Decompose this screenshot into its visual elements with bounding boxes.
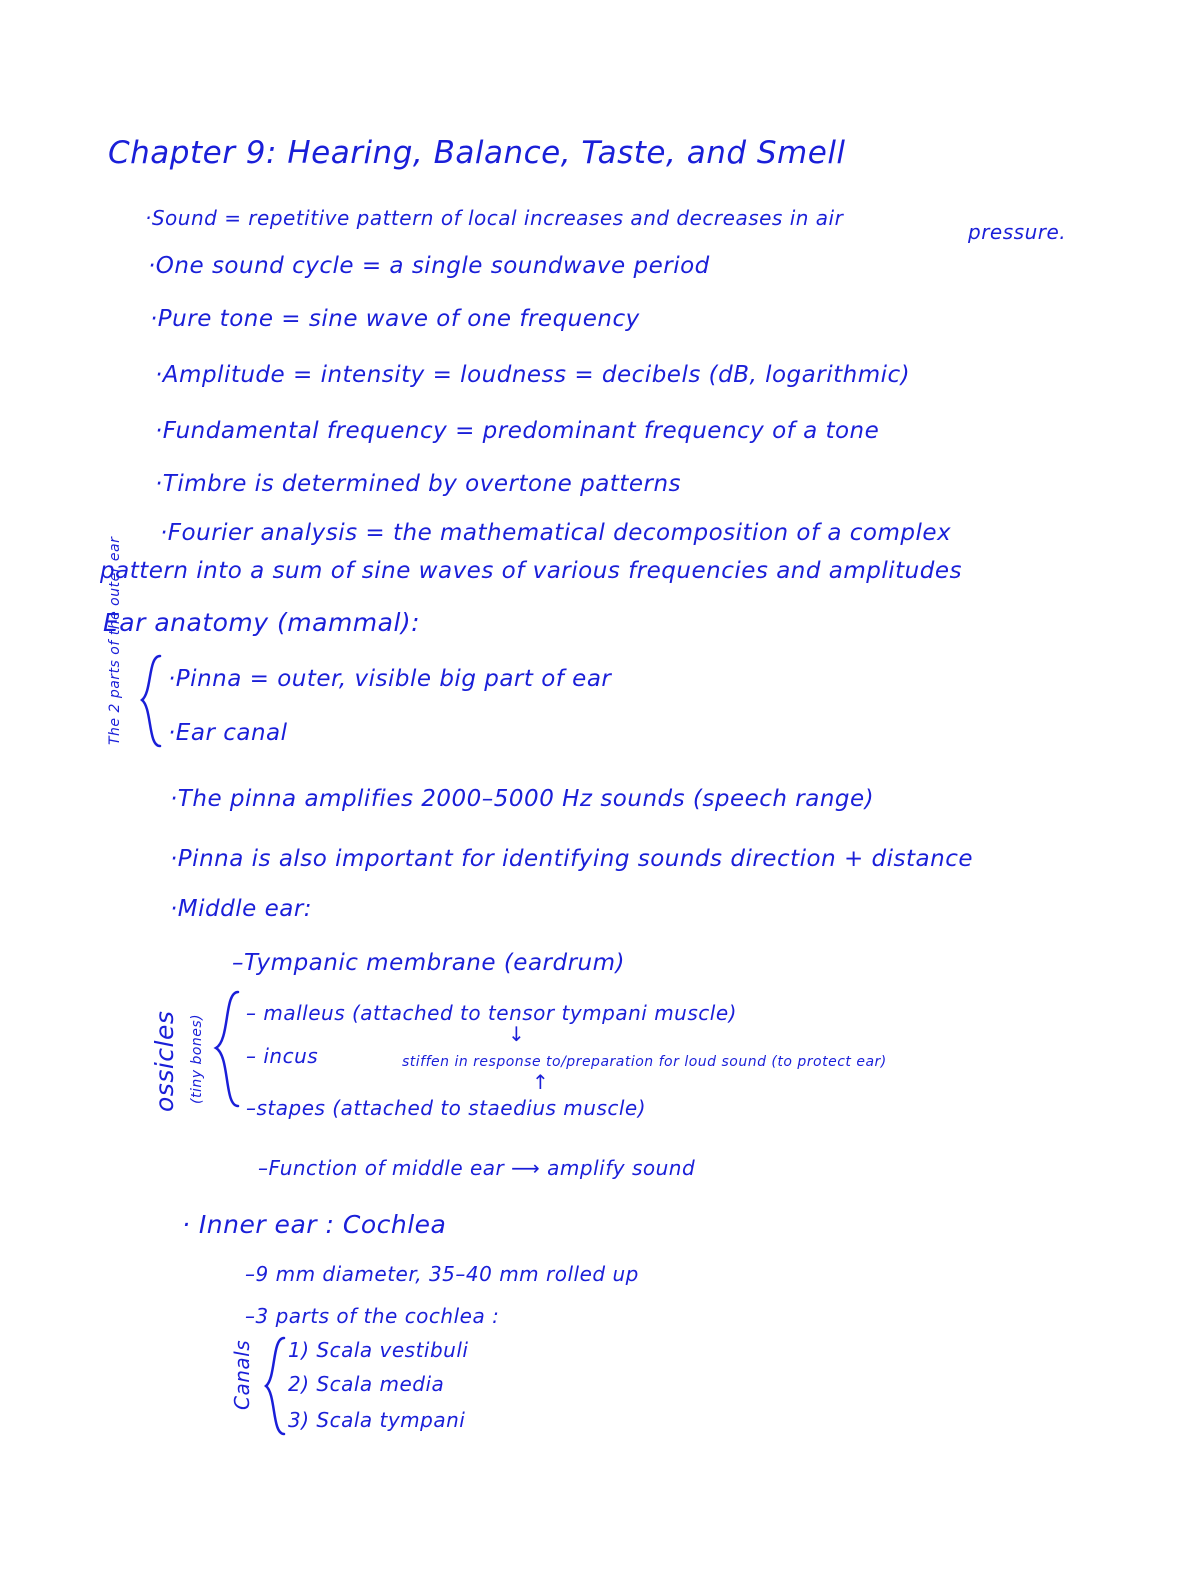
ossicle-incus: – incus bbox=[246, 1044, 319, 1068]
note-timbre: ·Timbre is determined by overtone patterns bbox=[155, 471, 682, 497]
page-title: Chapter 9: Hearing, Balance, Taste, and Smell bbox=[108, 135, 846, 171]
arrow-up: ↑ bbox=[532, 1070, 550, 1094]
ossicles-label: ossicles bbox=[150, 1010, 179, 1112]
cochlea-part-2: 2) Scala media bbox=[288, 1372, 445, 1396]
ossicles-brace bbox=[212, 988, 246, 1112]
note-pure-tone: ·Pure tone = sine wave of one frequency bbox=[150, 306, 640, 332]
cochlea-part-3: 3) Scala tympani bbox=[288, 1408, 466, 1432]
inner-ear-heading: · Inner ear : Cochlea bbox=[182, 1210, 447, 1239]
arrow-down: ↓ bbox=[508, 1022, 526, 1046]
cochlea-part-1: 1) Scala vestibuli bbox=[288, 1338, 469, 1362]
outer-ear-brace bbox=[138, 652, 168, 752]
tiny-bones-label: (tiny bones) bbox=[189, 1013, 205, 1104]
middle-ear-function: –Function of middle ear ⟶ amplify sound bbox=[258, 1156, 696, 1180]
note-fourier-line2: pattern into a sum of sine waves of various frequencies and amplitudes bbox=[100, 558, 962, 584]
canals-brace bbox=[262, 1334, 290, 1438]
note-fourier-line1: ·Fourier analysis = the mathematical decomposition of a complex bbox=[160, 520, 952, 546]
note-sound-end: pressure. bbox=[968, 220, 1067, 244]
middle-ear-heading: ·Middle ear: bbox=[170, 896, 313, 922]
canals-label: Canals bbox=[230, 1339, 254, 1410]
ossicle-malleus: – malleus (attached to tensor tympani muscle) bbox=[246, 1001, 737, 1025]
note-sound-cycle: ·One sound cycle = a single soundwave period bbox=[148, 253, 710, 279]
note-pinna-amplifies: ·The pinna amplifies 2000–5000 Hz sounds (speech range) bbox=[170, 786, 875, 812]
note-sound: ·Sound = repetitive pattern of local increases and decreases in air bbox=[145, 206, 844, 230]
ear-anatomy-heading: Ear anatomy (mammal): bbox=[103, 608, 421, 637]
cochlea-size: –9 mm diameter, 35–40 mm rolled up bbox=[245, 1262, 639, 1286]
middle-ear-tympanic: –Tympanic membrane (eardrum) bbox=[232, 950, 626, 976]
ossicle-stapes: –stapes (attached to staedius muscle) bbox=[246, 1096, 647, 1120]
outer-ear-margin-label: The 2 parts of the outer ear bbox=[107, 536, 123, 745]
stiffen-note: stiffen in response to/preparation for loud sound (to protect ear) bbox=[402, 1054, 887, 1070]
note-pinna-direction: ·Pinna is also important for identifying sounds direction + distance bbox=[170, 846, 974, 872]
note-fundamental: ·Fundamental frequency = predominant frequency of a tone bbox=[155, 418, 880, 444]
outer-ear-canal: ·Ear canal bbox=[168, 720, 288, 746]
outer-ear-pinna: ·Pinna = outer, visible big part of ear bbox=[168, 666, 612, 692]
note-amplitude: ·Amplitude = intensity = loudness = decibels (dB, logarithmic) bbox=[155, 362, 911, 388]
cochlea-parts-heading: –3 parts of the cochlea : bbox=[245, 1304, 500, 1328]
